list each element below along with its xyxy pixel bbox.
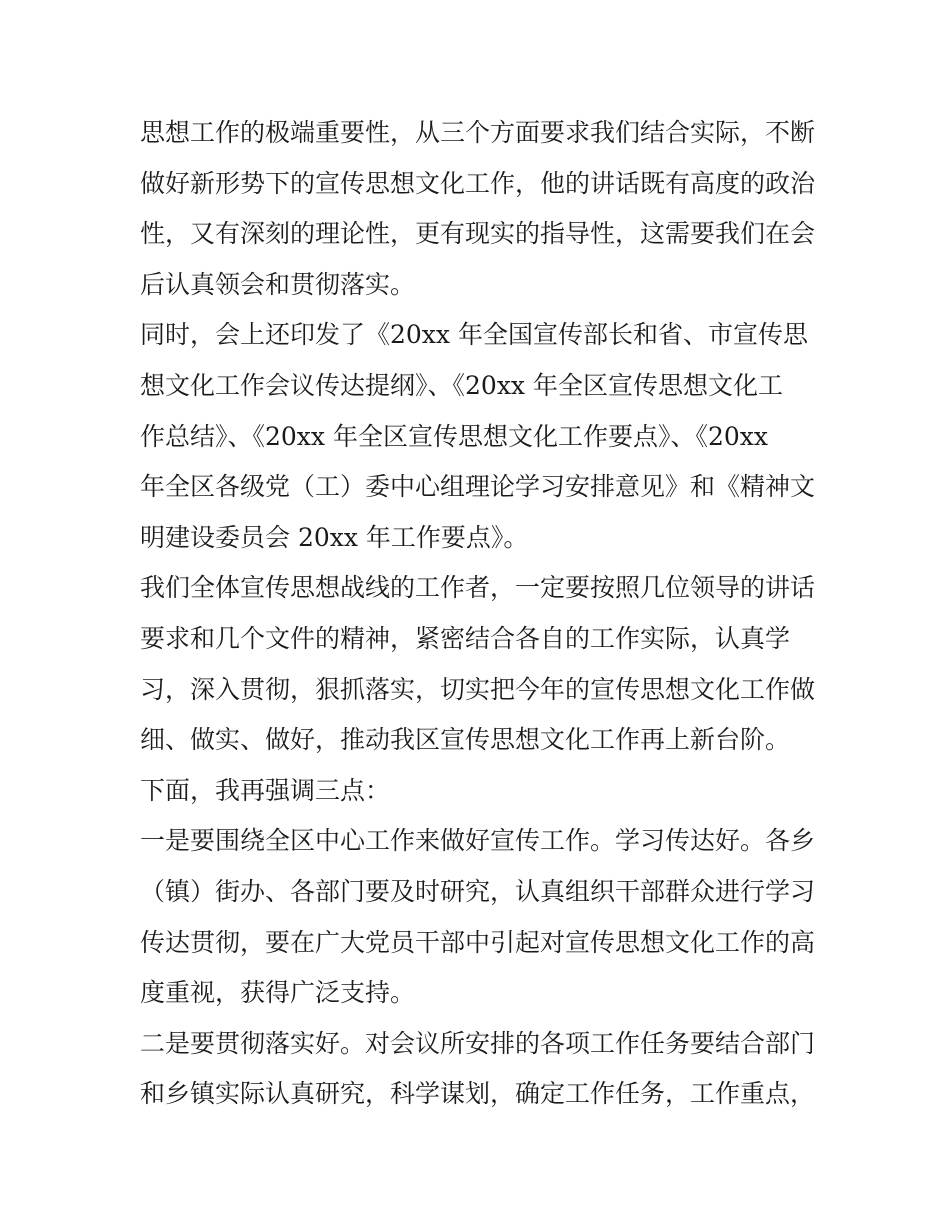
document-body <box>140 108 816 1120</box>
paragraph: 我们全体宣传思想战线的工作者，一定要按照几位领导的讲话 要求和几个文件的精神，紧密结合各自的工作实际，认真学 习，深入贯彻，狠抓落实，切实把今年的宣传思想文化工作做 细、做实、做好，推动我区宣传思想文化工作再上新台阶。 <box>140 573 816 755</box>
paragraph: 同时，会上还印发了《20xx 年全国宣传部长和省、市宣传思 想文化工作会议传达提纲》、《20xx 年全区宣传思想文化工 作总结》、《20xx 年全区宣传思想文化工作要点》、《20xx 年全区各级党（工）委中心组理论学习安排意见》和《精神文 明建设委员会 20xx 年工作要点》。 <box>140 320 816 552</box>
paragraph: 一是要围绕全区中心工作来做好宣传工作。学习传达好。各乡 （镇）街办、各部门要及时研究，认真组织干部群众进行学习 传达贯彻，要在广大党员干部中引起对宣传思想文化工作的高 度重视，获得广泛支持。 <box>140 826 816 1008</box>
paragraph: 下面，我再强调三点： <box>140 775 391 805</box>
paragraph: 思想工作的极端重要性，从三个方面要求我们结合实际，不断 做好新形势下的宣传思想文化工作，他的讲话既有高度的政治 性，又有深刻的理论性，更有现实的指导性，这需要我们在会 后认真领会和贯彻落实。 <box>140 118 816 299</box>
paragraph: 二是要贯彻落实好。对会议所安排的各项工作任务要结合部门 和乡镇实际认真研究，科学谋划，确定工作任务，工作重点， <box>140 1028 816 1109</box>
